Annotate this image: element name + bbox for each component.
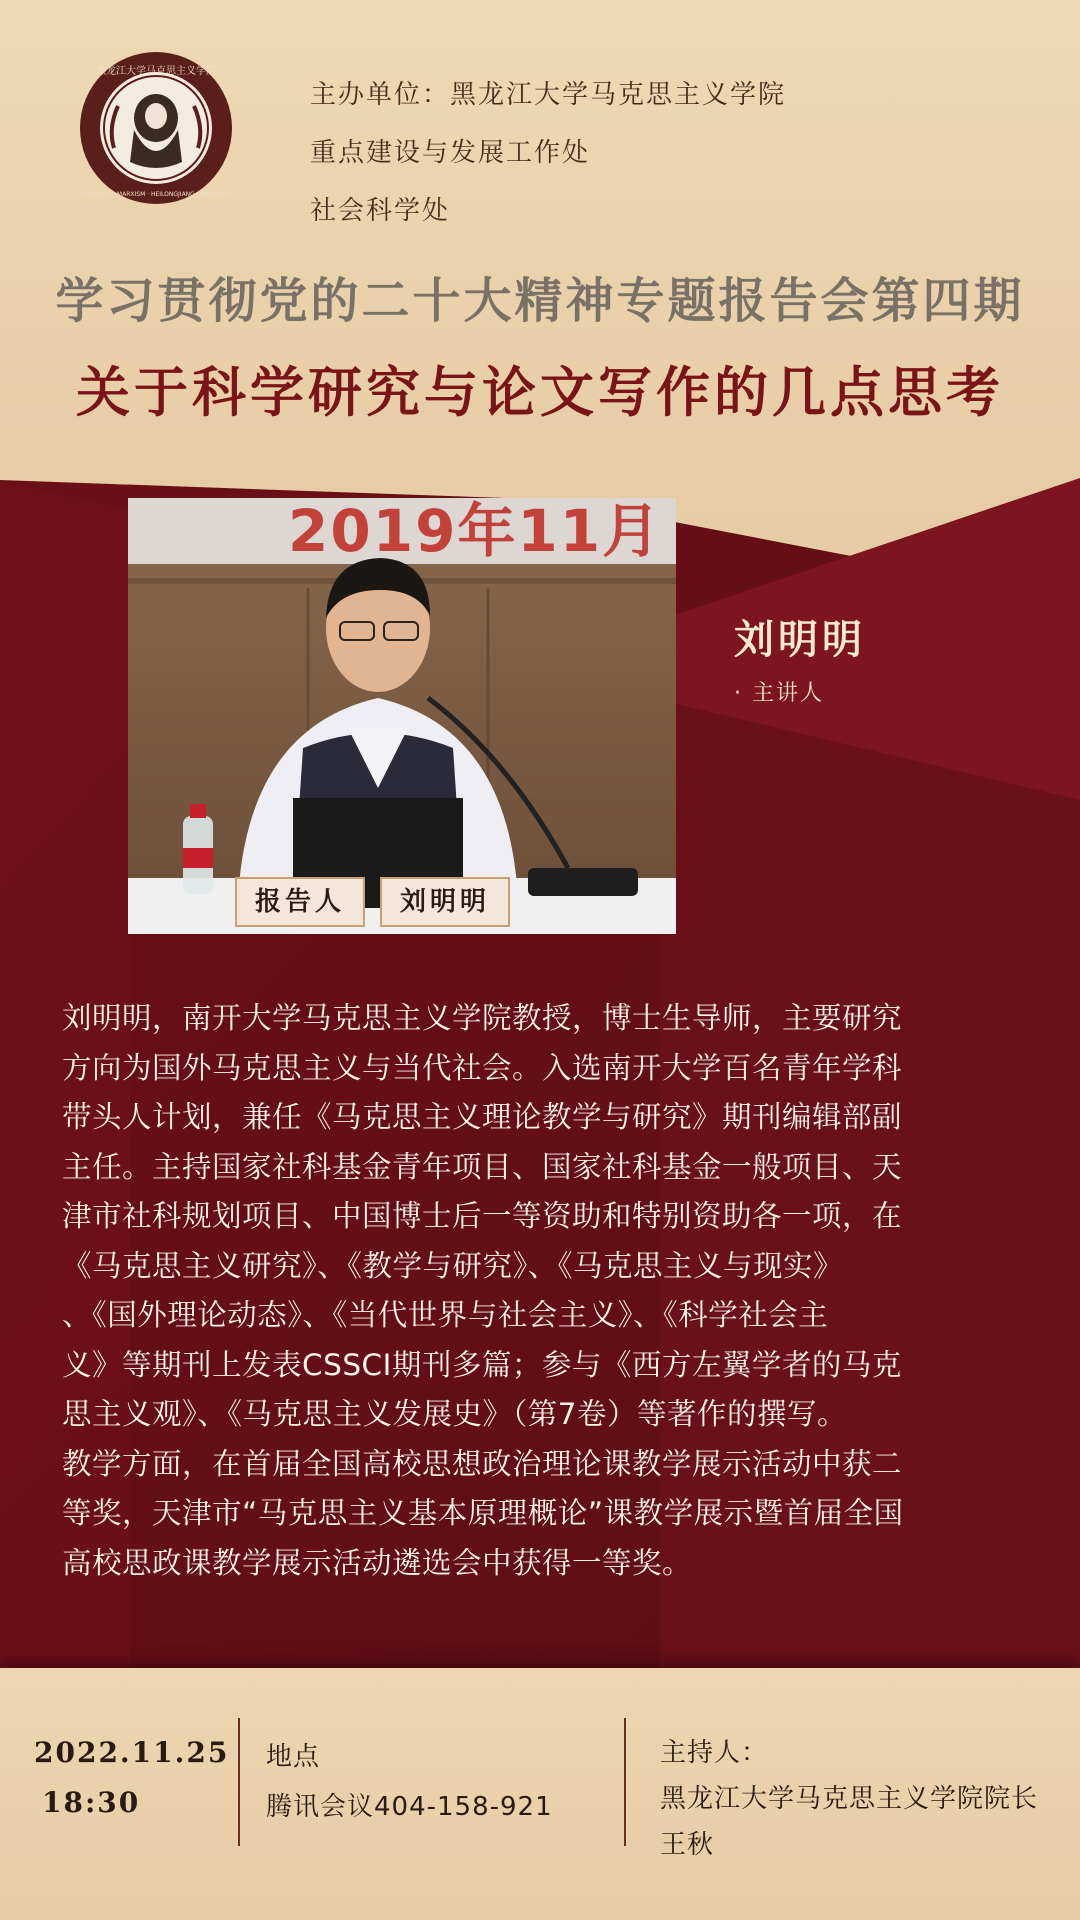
event-time: 18:30	[42, 1786, 141, 1819]
topic-title: 关于科学研究与论文写作的几点思考	[76, 360, 1004, 424]
organizer-line-2: 重点建设与发展工作处	[310, 138, 591, 168]
host-label: 主持人：	[660, 1738, 769, 1768]
bio-line: 津市社科规划项目、中国博士后一等资助和特别资助各一项，在	[62, 1199, 903, 1233]
bio-line: 教学方面，在首届全国高校思想政治理论课教学展示活动中获二	[62, 1446, 903, 1481]
bio-line: 主任。主持国家社科基金青年项目、国家社科基金一般项目、天	[62, 1149, 903, 1184]
organizer-host: 主办单位：黑龙江大学马克思主义学院	[310, 80, 787, 110]
photo-sign-right: 刘明明	[380, 877, 510, 927]
event-date: 2022.11.25	[34, 1736, 230, 1769]
svg-text:SCHOOL OF MARXISM · HEILONGJIA: SCHOOL OF MARXISM · HEILONGJIANG UNIVERSITY	[79, 191, 233, 198]
bio-line: 刘明明，南开大学马克思主义学院教授，博士生导师，主要研究	[62, 1001, 903, 1035]
bio-line: 、《国外理论动态》、《当代世界与社会主义》、《科学社会主	[62, 1298, 829, 1332]
bio-line: 带头人计划，兼任《马克思主义理论教学与研究》期刊编辑部副	[62, 1100, 903, 1134]
footer-divider-2	[624, 1718, 626, 1846]
bio-line: 思主义观》、《马克思主义发展史》（第7卷）等著作的撰写。	[62, 1397, 848, 1431]
bio-line: 高校思政课教学展示活动遴选会中获得一等奖。	[62, 1545, 693, 1580]
photo-banner-text: 2019年11月	[288, 498, 663, 562]
bio-line: 方向为国外马克思主义与当代社会。入选南开大学百名青年学科	[62, 1050, 903, 1085]
series-title: 学习贯彻党的二十大精神专题报告会第四期	[55, 273, 1025, 329]
photo-sign-left: 报告人	[235, 877, 365, 927]
speaker-name: 刘明明	[734, 616, 866, 663]
speaker-photo	[128, 498, 676, 934]
bio-line: 义》等期刊上发表CSSCI期刊多篇；参与《西方左翼学者的马克	[62, 1347, 902, 1382]
location-label: 地点	[266, 1742, 321, 1772]
speaker-role: · 主讲人	[734, 681, 824, 706]
speaker-photo-illustration	[128, 498, 676, 934]
footer-divider-1	[238, 1718, 240, 1846]
school-emblem-logo	[78, 50, 234, 206]
host-name: 王秋	[660, 1830, 715, 1860]
speaker-bio	[62, 994, 1018, 1588]
bio-line: 等奖，天津市“马克思主义基本原理概论”课教学展示暨首届全国	[62, 1496, 904, 1530]
location-value: 腾讯会议404-158-921	[266, 1792, 553, 1822]
host-organization: 黑龙江大学马克思主义学院院长	[660, 1784, 1039, 1814]
svg-text:黑龙江大学马克思主义学院: 黑龙江大学马克思主义学院	[96, 66, 216, 77]
bio-line: 《马克思主义研究》、《教学与研究》、《马克思主义与现实》	[62, 1248, 844, 1283]
organizer-line-3: 社会科学处	[310, 196, 451, 226]
